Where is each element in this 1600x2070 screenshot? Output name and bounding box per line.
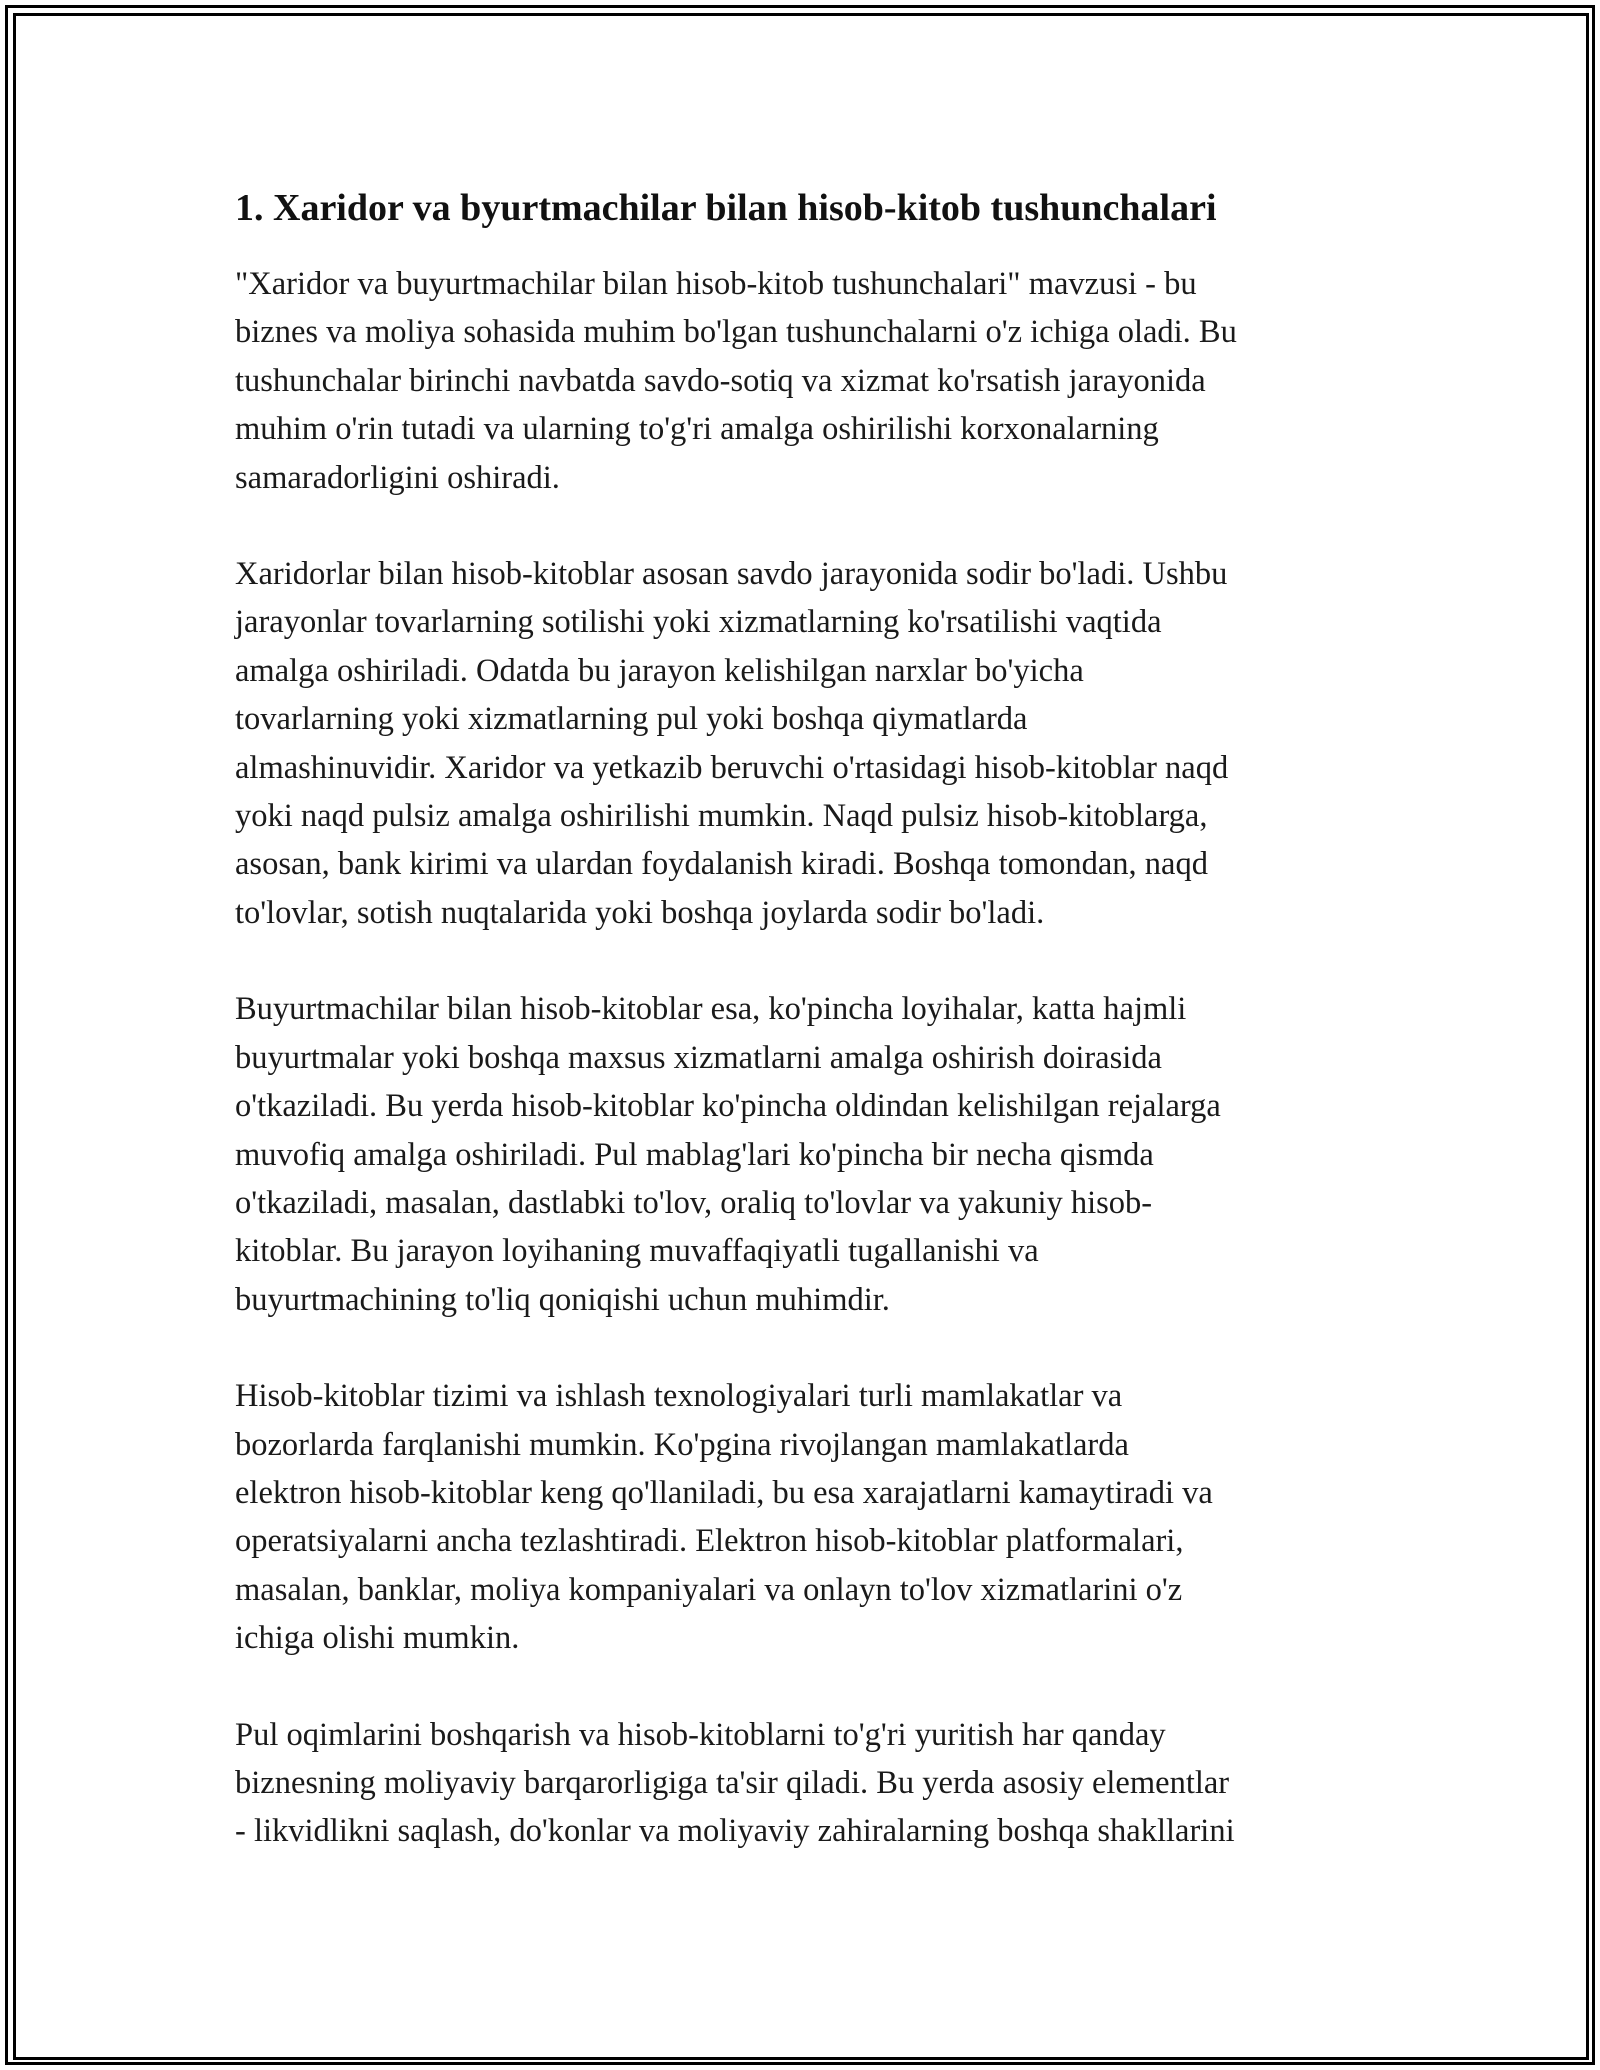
paragraph-3: Buyurtmachilar bilan hisob-kitoblar esa, ko'pincha loyihalar, katta hajmli buyurtmalar yoki boshqa maxsus xizmatlarni amalga oshirish doirasida o'tkaziladi. Bu yerda hisob-kitoblar ko'pincha oldindan kelishilgan rejalarga muvofiq amalga oshiriladi. Pul mablag'lari ko'pincha bir necha qismda o'tkaziladi, masalan, dastlabki to'lov, oraliq to'lovlar va yakuniy hisob- kitoblar. Bu jarayon loyihaning muvaffaqiyatli tugallanishi va buyurtmachining to'liq qoniqishi uchun muhimdir. — [235, 991, 1221, 1318]
paragraph-4: Hisob-kitoblar tizimi va ishlash texnologiyalari turli mamlakatlar va bozorlarda farqlanishi mumkin. Ko'pgina rivojlangan mamlakatlarda elektron hisob-kitoblar keng qo'llaniladi, bu esa xarajatlarni kamaytiradi va operatsiyalarni ancha tezlashtiradi. Elektron hisob-kitoblar platformalari, masalan, banklar, moliya kompaniyalari va onlayn to'lov xizmatlarini o'z ichiga olishi mumkin. — [235, 1378, 1213, 1657]
paragraph-2: Xaridorlar bilan hisob-kitoblar asosan savdo jarayonida sodir bo'ladi. Ushbu jarayonlar tovarlarning sotilishi yoki xizmatlarning ko'rsatilishi vaqtida amalga oshiriladi. Odatda bu jarayon kelishilgan narxlar bo'yicha tovarlarning yoki xizmatlarning pul yoki boshqa qiymatlarda almashinuvidir. Xaridor va yetkazib beruvchi o'rtasidagi hisob-kitoblar naqd yoki naqd pulsiz amalga oshirilishi mumkin. Naqd pulsiz hisob-kitoblarga, asosan, bank kirimi va ulardan foydalanish kiradi. Boshqa tomondan, naqd to'lovlar, sotish nuqtalarida yoki boshqa joylarda sodir bo'ladi. — [235, 556, 1229, 931]
section-heading: 1. Xaridor va byurtmachilar bilan hisob-kitob tushunchalari — [235, 187, 1217, 229]
document-body — [235, 182, 1375, 1904]
paragraph-1: "Xaridor va buyurtmachilar bilan hisob-kitob tushunchalari" mavzusi - bu biznes va moliya sohasida muhim bo'lgan tushunchalarni o'z ichiga oladi. Bu tushunchalar birinchi navbatda savdo-sotiq va xizmat ko'rsatish jarayonida muhim o'rin tutadi va ularning to'g'ri amalga oshirilishi korxonalarning samaradorligini oshiradi. — [235, 266, 1237, 496]
paragraph-5: Pul oqimlarini boshqarish va hisob-kitoblarni to'g'ri yuritish har qanday biznesning moliyaviy barqarorligiga ta'sir qiladi. Bu yerda asosiy elementlar - likvidlikni saqlash, do'konlar va moliyaviy zahiralarning boshqa shakllarini — [235, 1716, 1235, 1850]
